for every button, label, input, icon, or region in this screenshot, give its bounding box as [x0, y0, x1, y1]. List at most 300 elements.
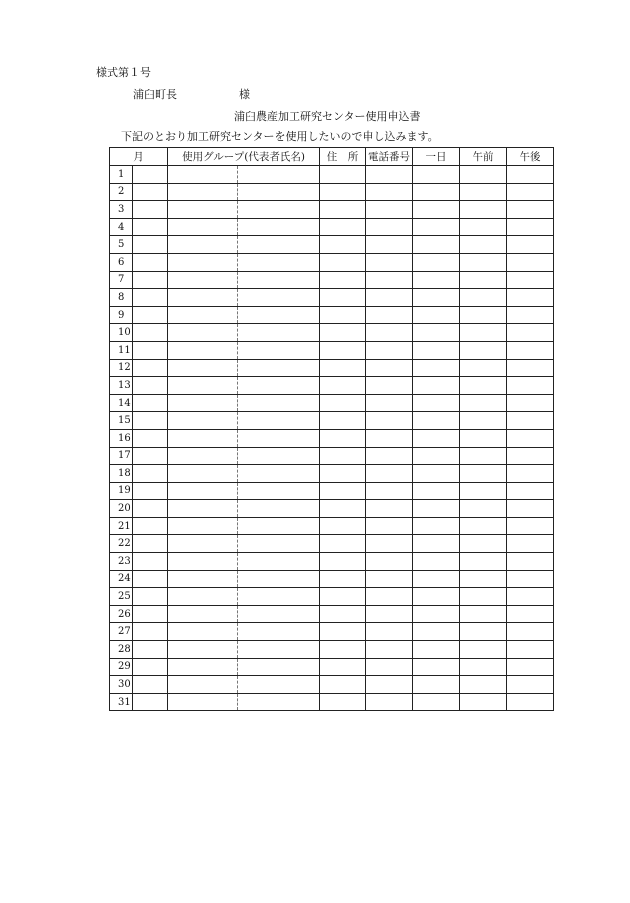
address-cell[interactable]	[320, 394, 366, 412]
group-name-cell[interactable]	[168, 570, 238, 588]
full-day-cell[interactable]	[413, 535, 460, 553]
day-number: 23	[110, 553, 133, 571]
address-cell[interactable]	[320, 183, 366, 201]
afternoon-cell[interactable]	[507, 394, 554, 412]
address-cell[interactable]	[320, 605, 366, 623]
group-name-cell[interactable]	[168, 429, 238, 447]
address-cell[interactable]	[320, 641, 366, 659]
full-day-cell[interactable]	[413, 482, 460, 500]
phone-cell[interactable]	[366, 693, 413, 711]
afternoon-cell[interactable]	[507, 253, 554, 271]
afternoon-cell[interactable]	[507, 359, 554, 377]
afternoon-cell[interactable]	[507, 412, 554, 430]
afternoon-cell[interactable]	[507, 676, 554, 694]
group-name-cell[interactable]	[168, 183, 238, 201]
group-name-cell[interactable]	[168, 447, 238, 465]
table-row	[110, 236, 554, 254]
table-row	[110, 500, 554, 518]
address-cell[interactable]	[320, 623, 366, 641]
table-row	[110, 289, 554, 307]
phone-cell[interactable]	[366, 658, 413, 676]
table-row	[110, 570, 554, 588]
afternoon-cell[interactable]	[507, 570, 554, 588]
table-row	[110, 641, 554, 659]
group-rep-cell[interactable]	[238, 447, 320, 465]
morning-cell[interactable]	[460, 377, 507, 395]
day-number: 27	[110, 623, 133, 641]
month-cell[interactable]	[133, 570, 168, 588]
full-day-cell[interactable]	[413, 429, 460, 447]
phone-cell[interactable]	[366, 359, 413, 377]
full-day-cell[interactable]	[413, 218, 460, 236]
phone-cell[interactable]	[366, 517, 413, 535]
morning-cell[interactable]	[460, 658, 507, 676]
month-cell[interactable]	[133, 201, 168, 219]
group-rep-cell[interactable]	[238, 465, 320, 483]
afternoon-cell[interactable]	[507, 183, 554, 201]
day-number: 14	[110, 394, 133, 412]
morning-cell[interactable]	[460, 517, 507, 535]
address-cell[interactable]	[320, 341, 366, 359]
afternoon-cell[interactable]	[507, 377, 554, 395]
morning-cell[interactable]	[460, 605, 507, 623]
morning-cell[interactable]	[460, 482, 507, 500]
afternoon-cell[interactable]	[507, 658, 554, 676]
group-rep-cell[interactable]	[238, 166, 320, 184]
address-cell[interactable]	[320, 271, 366, 289]
address-cell[interactable]	[320, 359, 366, 377]
group-name-cell[interactable]	[168, 166, 238, 184]
morning-cell[interactable]	[460, 218, 507, 236]
phone-cell[interactable]	[366, 570, 413, 588]
group-rep-cell[interactable]	[238, 289, 320, 307]
group-name-cell[interactable]	[168, 535, 238, 553]
group-rep-cell[interactable]	[238, 658, 320, 676]
address-cell[interactable]	[320, 447, 366, 465]
table-row	[110, 605, 554, 623]
table-row	[110, 465, 554, 483]
month-cell[interactable]	[133, 482, 168, 500]
address-cell[interactable]	[320, 553, 366, 571]
morning-cell[interactable]	[460, 201, 507, 219]
phone-cell[interactable]	[366, 588, 413, 606]
morning-cell[interactable]	[460, 570, 507, 588]
phone-cell[interactable]	[366, 324, 413, 342]
col-morning: 午前	[460, 148, 507, 166]
morning-cell[interactable]	[460, 166, 507, 184]
day-number: 11	[110, 341, 133, 359]
month-cell[interactable]	[133, 465, 168, 483]
table-row	[110, 588, 554, 606]
full-day-cell[interactable]	[413, 605, 460, 623]
month-cell[interactable]	[133, 236, 168, 254]
day-number: 12	[110, 359, 133, 377]
day-number: 26	[110, 605, 133, 623]
address-cell[interactable]	[320, 465, 366, 483]
morning-cell[interactable]	[460, 359, 507, 377]
month-cell[interactable]	[133, 658, 168, 676]
table-row	[110, 482, 554, 500]
full-day-cell[interactable]	[413, 341, 460, 359]
morning-cell[interactable]	[460, 324, 507, 342]
full-day-cell[interactable]	[413, 289, 460, 307]
morning-cell[interactable]	[460, 341, 507, 359]
group-rep-cell[interactable]	[238, 553, 320, 571]
full-day-cell[interactable]	[413, 166, 460, 184]
phone-cell[interactable]	[366, 236, 413, 254]
month-cell[interactable]	[133, 183, 168, 201]
group-name-cell[interactable]	[168, 201, 238, 219]
table-row	[110, 623, 554, 641]
morning-cell[interactable]	[460, 588, 507, 606]
morning-cell[interactable]	[460, 271, 507, 289]
group-name-cell[interactable]	[168, 676, 238, 694]
address-cell[interactable]	[320, 236, 366, 254]
morning-cell[interactable]	[460, 394, 507, 412]
phone-cell[interactable]	[366, 218, 413, 236]
group-rep-cell[interactable]	[238, 482, 320, 500]
table-row	[110, 183, 554, 201]
morning-cell[interactable]	[460, 693, 507, 711]
day-number: 16	[110, 429, 133, 447]
month-cell[interactable]	[133, 588, 168, 606]
full-day-cell[interactable]	[413, 588, 460, 606]
full-day-cell[interactable]	[413, 359, 460, 377]
group-name-cell[interactable]	[168, 324, 238, 342]
group-rep-cell[interactable]	[238, 306, 320, 324]
group-name-cell[interactable]	[168, 289, 238, 307]
group-name-cell[interactable]	[168, 271, 238, 289]
group-name-cell[interactable]	[168, 377, 238, 395]
phone-cell[interactable]	[366, 412, 413, 430]
day-number: 15	[110, 412, 133, 430]
month-cell[interactable]	[133, 500, 168, 518]
address-cell[interactable]	[320, 570, 366, 588]
col-group: 使用グループ(代表者氏名)	[168, 148, 320, 166]
afternoon-cell[interactable]	[507, 500, 554, 518]
address-cell[interactable]	[320, 306, 366, 324]
afternoon-cell[interactable]	[507, 693, 554, 711]
phone-cell[interactable]	[366, 201, 413, 219]
group-name-cell[interactable]	[168, 341, 238, 359]
full-day-cell[interactable]	[413, 271, 460, 289]
full-day-cell[interactable]	[413, 623, 460, 641]
group-name-cell[interactable]	[168, 306, 238, 324]
phone-cell[interactable]	[366, 166, 413, 184]
group-rep-cell[interactable]	[238, 218, 320, 236]
month-cell[interactable]	[133, 394, 168, 412]
col-address: 住 所	[320, 148, 366, 166]
morning-cell[interactable]	[460, 253, 507, 271]
full-day-cell[interactable]	[413, 553, 460, 571]
address-cell[interactable]	[320, 289, 366, 307]
group-rep-cell[interactable]	[238, 570, 320, 588]
phone-cell[interactable]	[366, 306, 413, 324]
phone-cell[interactable]	[366, 676, 413, 694]
group-rep-cell[interactable]	[238, 183, 320, 201]
month-cell[interactable]	[133, 377, 168, 395]
afternoon-cell[interactable]	[507, 341, 554, 359]
afternoon-cell[interactable]	[507, 236, 554, 254]
full-day-cell[interactable]	[413, 201, 460, 219]
afternoon-cell[interactable]	[507, 641, 554, 659]
address-cell[interactable]	[320, 517, 366, 535]
day-number: 18	[110, 465, 133, 483]
table-row	[110, 429, 554, 447]
group-name-cell[interactable]	[168, 465, 238, 483]
address-cell[interactable]	[320, 377, 366, 395]
group-rep-cell[interactable]	[238, 676, 320, 694]
afternoon-cell[interactable]	[507, 166, 554, 184]
afternoon-cell[interactable]	[507, 324, 554, 342]
group-name-cell[interactable]	[168, 412, 238, 430]
address-cell[interactable]	[320, 482, 366, 500]
group-rep-cell[interactable]	[238, 605, 320, 623]
morning-cell[interactable]	[460, 183, 507, 201]
afternoon-cell[interactable]	[507, 201, 554, 219]
afternoon-cell[interactable]	[507, 447, 554, 465]
group-name-cell[interactable]	[168, 218, 238, 236]
phone-cell[interactable]	[366, 429, 413, 447]
full-day-cell[interactable]	[413, 447, 460, 465]
afternoon-cell[interactable]	[507, 623, 554, 641]
col-month: 月	[110, 148, 168, 166]
morning-cell[interactable]	[460, 676, 507, 694]
phone-cell[interactable]	[366, 394, 413, 412]
month-cell[interactable]	[133, 693, 168, 711]
header-row	[110, 148, 554, 166]
day-number: 4	[110, 218, 133, 236]
phone-cell[interactable]	[366, 553, 413, 571]
group-name-cell[interactable]	[168, 641, 238, 659]
address-cell[interactable]	[320, 253, 366, 271]
month-cell[interactable]	[133, 517, 168, 535]
group-rep-cell[interactable]	[238, 271, 320, 289]
afternoon-cell[interactable]	[507, 605, 554, 623]
address-cell[interactable]	[320, 201, 366, 219]
full-day-cell[interactable]	[413, 412, 460, 430]
address-cell[interactable]	[320, 676, 366, 694]
table-row	[110, 377, 554, 395]
morning-cell[interactable]	[460, 236, 507, 254]
month-cell[interactable]	[133, 341, 168, 359]
month-cell[interactable]	[133, 359, 168, 377]
full-day-cell[interactable]	[413, 465, 460, 483]
month-cell[interactable]	[133, 289, 168, 307]
day-number: 7	[110, 271, 133, 289]
afternoon-cell[interactable]	[507, 306, 554, 324]
group-rep-cell[interactable]	[238, 588, 320, 606]
address-cell[interactable]	[320, 166, 366, 184]
address-cell[interactable]	[320, 429, 366, 447]
group-name-cell[interactable]	[168, 693, 238, 711]
phone-cell[interactable]	[366, 535, 413, 553]
day-number: 29	[110, 658, 133, 676]
table-row	[110, 253, 554, 271]
day-number: 25	[110, 588, 133, 606]
group-name-cell[interactable]	[168, 553, 238, 571]
table-row	[110, 693, 554, 711]
group-name-cell[interactable]	[168, 394, 238, 412]
month-cell[interactable]	[133, 218, 168, 236]
table-body	[110, 166, 554, 711]
phone-cell[interactable]	[366, 605, 413, 623]
full-day-cell[interactable]	[413, 500, 460, 518]
morning-cell[interactable]	[460, 306, 507, 324]
group-rep-cell[interactable]	[238, 623, 320, 641]
address-cell[interactable]	[320, 588, 366, 606]
morning-cell[interactable]	[460, 623, 507, 641]
group-name-cell[interactable]	[168, 588, 238, 606]
group-name-cell[interactable]	[168, 605, 238, 623]
group-rep-cell[interactable]	[238, 324, 320, 342]
address-cell[interactable]	[320, 535, 366, 553]
month-cell[interactable]	[133, 553, 168, 571]
day-number: 21	[110, 517, 133, 535]
month-cell[interactable]	[133, 535, 168, 553]
full-day-cell[interactable]	[413, 570, 460, 588]
group-rep-cell[interactable]	[238, 535, 320, 553]
afternoon-cell[interactable]	[507, 465, 554, 483]
month-cell[interactable]	[133, 623, 168, 641]
honorific: 様	[239, 88, 250, 101]
day-number: 1	[110, 166, 133, 184]
full-day-cell[interactable]	[413, 517, 460, 535]
group-rep-cell[interactable]	[238, 693, 320, 711]
full-day-cell[interactable]	[413, 377, 460, 395]
day-number: 30	[110, 676, 133, 694]
table-row	[110, 201, 554, 219]
month-cell[interactable]	[133, 306, 168, 324]
afternoon-cell[interactable]	[507, 482, 554, 500]
group-rep-cell[interactable]	[238, 359, 320, 377]
phone-cell[interactable]	[366, 289, 413, 307]
table-row	[110, 517, 554, 535]
morning-cell[interactable]	[460, 535, 507, 553]
intro-text: 下記のとおり加工研究センターを使用したいので申し込みます。	[121, 130, 439, 143]
group-name-cell[interactable]	[168, 359, 238, 377]
full-day-cell[interactable]	[413, 183, 460, 201]
address-cell[interactable]	[320, 658, 366, 676]
morning-cell[interactable]	[460, 447, 507, 465]
phone-cell[interactable]	[366, 253, 413, 271]
address-cell[interactable]	[320, 324, 366, 342]
address-cell[interactable]	[320, 218, 366, 236]
month-cell[interactable]	[133, 641, 168, 659]
full-day-cell[interactable]	[413, 324, 460, 342]
group-rep-cell[interactable]	[238, 394, 320, 412]
month-cell[interactable]	[133, 324, 168, 342]
group-rep-cell[interactable]	[238, 429, 320, 447]
phone-cell[interactable]	[366, 500, 413, 518]
table-row	[110, 676, 554, 694]
day-number: 9	[110, 306, 133, 324]
group-rep-cell[interactable]	[238, 236, 320, 254]
phone-cell[interactable]	[366, 447, 413, 465]
group-name-cell[interactable]	[168, 517, 238, 535]
afternoon-cell[interactable]	[507, 535, 554, 553]
phone-cell[interactable]	[366, 183, 413, 201]
month-cell[interactable]	[133, 429, 168, 447]
table-row	[110, 394, 554, 412]
group-rep-cell[interactable]	[238, 641, 320, 659]
full-day-cell[interactable]	[413, 676, 460, 694]
full-day-cell[interactable]	[413, 306, 460, 324]
form-number: 様式第１号	[96, 66, 151, 79]
full-day-cell[interactable]	[413, 658, 460, 676]
month-cell[interactable]	[133, 605, 168, 623]
month-cell[interactable]	[133, 166, 168, 184]
table-row	[110, 341, 554, 359]
afternoon-cell[interactable]	[507, 553, 554, 571]
phone-cell[interactable]	[366, 271, 413, 289]
address-cell[interactable]	[320, 693, 366, 711]
afternoon-cell[interactable]	[507, 429, 554, 447]
phone-cell[interactable]	[366, 482, 413, 500]
full-day-cell[interactable]	[413, 693, 460, 711]
afternoon-cell[interactable]	[507, 289, 554, 307]
group-rep-cell[interactable]	[238, 517, 320, 535]
day-number: 31	[110, 693, 133, 711]
phone-cell[interactable]	[366, 641, 413, 659]
morning-cell[interactable]	[460, 289, 507, 307]
group-rep-cell[interactable]	[238, 253, 320, 271]
afternoon-cell[interactable]	[507, 218, 554, 236]
full-day-cell[interactable]	[413, 236, 460, 254]
table-row	[110, 447, 554, 465]
table-row	[110, 359, 554, 377]
afternoon-cell[interactable]	[507, 588, 554, 606]
table-row	[110, 324, 554, 342]
address-cell[interactable]	[320, 500, 366, 518]
morning-cell[interactable]	[460, 412, 507, 430]
month-cell[interactable]	[133, 676, 168, 694]
group-name-cell[interactable]	[168, 623, 238, 641]
afternoon-cell[interactable]	[507, 271, 554, 289]
group-name-cell[interactable]	[168, 482, 238, 500]
group-rep-cell[interactable]	[238, 500, 320, 518]
phone-cell[interactable]	[366, 377, 413, 395]
full-day-cell[interactable]	[413, 253, 460, 271]
month-cell[interactable]	[133, 412, 168, 430]
full-day-cell[interactable]	[413, 394, 460, 412]
group-name-cell[interactable]	[168, 236, 238, 254]
group-rep-cell[interactable]	[238, 377, 320, 395]
morning-cell[interactable]	[460, 465, 507, 483]
phone-cell[interactable]	[366, 623, 413, 641]
morning-cell[interactable]	[460, 500, 507, 518]
month-cell[interactable]	[133, 447, 168, 465]
phone-cell[interactable]	[366, 341, 413, 359]
morning-cell[interactable]	[460, 429, 507, 447]
morning-cell[interactable]	[460, 641, 507, 659]
group-name-cell[interactable]	[168, 658, 238, 676]
month-cell[interactable]	[133, 253, 168, 271]
address-cell[interactable]	[320, 412, 366, 430]
col-phone: 電話番号	[366, 148, 413, 166]
morning-cell[interactable]	[460, 553, 507, 571]
day-number: 19	[110, 482, 133, 500]
group-name-cell[interactable]	[168, 500, 238, 518]
group-rep-cell[interactable]	[238, 201, 320, 219]
afternoon-cell[interactable]	[507, 517, 554, 535]
group-rep-cell[interactable]	[238, 412, 320, 430]
group-name-cell[interactable]	[168, 253, 238, 271]
phone-cell[interactable]	[366, 465, 413, 483]
full-day-cell[interactable]	[413, 641, 460, 659]
month-cell[interactable]	[133, 271, 168, 289]
group-rep-cell[interactable]	[238, 341, 320, 359]
